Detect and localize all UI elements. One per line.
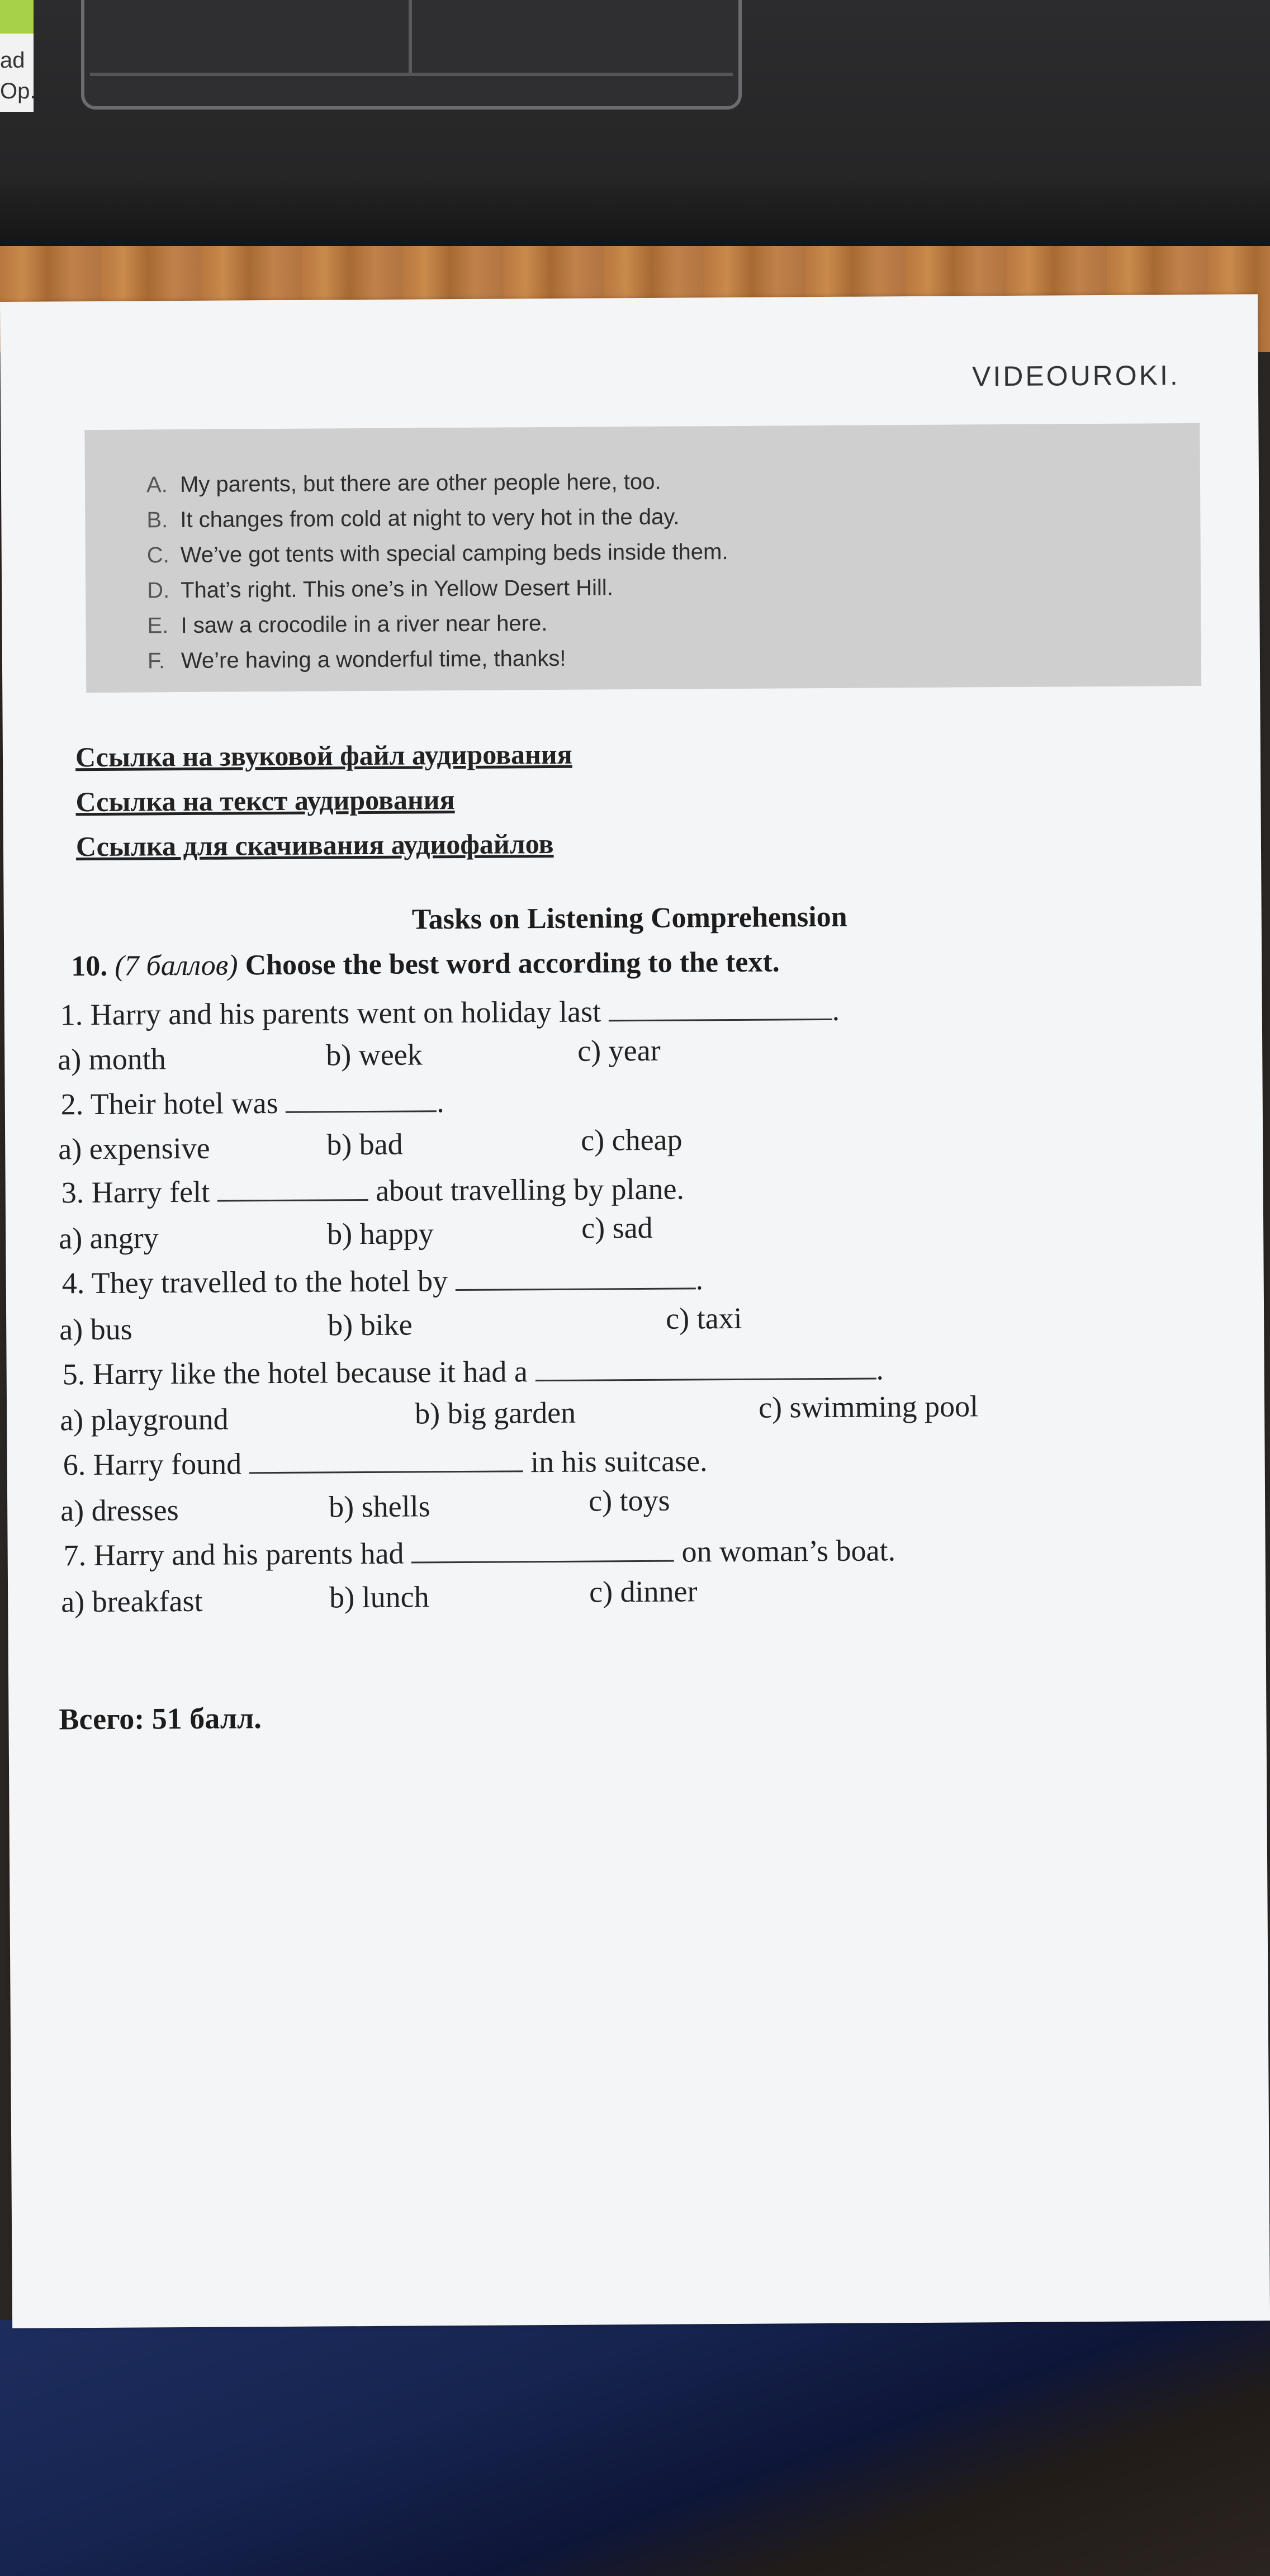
corner-text-1: ad: [0, 48, 25, 73]
blue-fabric: [0, 2320, 1270, 2576]
option-letter: F.: [147, 648, 165, 674]
answer-options-list: [84, 423, 1201, 679]
answer-option: [148, 637, 1201, 679]
option-c: c) toys: [588, 1483, 670, 1518]
total-points: Всего: 51 балл.: [59, 1701, 262, 1736]
option-a: a) breakfast: [61, 1584, 203, 1619]
option-text: We’ve got tents with special camping beds inside them.: [180, 539, 728, 568]
question-text: 6. Harry found: [63, 1447, 242, 1482]
section-title: Tasks on Listening Comprehension: [411, 901, 847, 936]
option-c: c) year: [577, 1033, 661, 1068]
task-number: 10.: [71, 950, 108, 983]
question-text: 3. Harry felt: [61, 1175, 210, 1210]
question-6: [63, 1443, 708, 1482]
touchpad: [81, 0, 742, 110]
question-text: 5. Harry like the hotel because it had a: [62, 1355, 528, 1391]
brand-logo: VIDEOUROKI.: [972, 359, 1181, 392]
option-b: b) bike: [328, 1308, 413, 1342]
option-a: a) angry: [59, 1221, 159, 1256]
question-text: 1. Harry and his parents went on holiday last: [60, 995, 601, 1032]
answer-blank[interactable]: [455, 1262, 695, 1291]
option-c: c) swimming pool: [758, 1389, 979, 1424]
option-b: b) happy: [327, 1216, 434, 1251]
option-letter: B.: [146, 508, 168, 533]
question-3: [61, 1172, 685, 1210]
option-c: c) cheap: [580, 1123, 683, 1157]
answer-option: [147, 602, 1201, 644]
worksheet-page: [0, 294, 1270, 2328]
transcript-link[interactable]: Ссылка на текст аудирования: [75, 784, 455, 818]
question-end: .: [436, 1085, 444, 1119]
corner-text-2: Op.: [0, 79, 36, 103]
question-4: [62, 1262, 704, 1300]
option-text: It changes from cold at night to very hot in the day.: [180, 504, 680, 533]
answer-options-box: [84, 423, 1201, 693]
option-b: b) lunch: [329, 1580, 429, 1614]
task-points: (7 баллов): [115, 949, 238, 982]
option-text: My parents, but there are other people here, too.: [179, 469, 661, 498]
question-7: [64, 1533, 896, 1573]
option-a: a) dresses: [60, 1493, 179, 1528]
option-letter: E.: [147, 613, 169, 638]
option-a: a) bus: [59, 1312, 132, 1347]
option-b: b) shells: [328, 1489, 430, 1524]
links-block: [75, 732, 573, 869]
laptop-edge: [0, 184, 1270, 246]
answer-option: [146, 496, 1200, 538]
answer-option: [147, 532, 1201, 574]
green-tile: [0, 0, 34, 34]
option-text: I saw a crocodile in a river near here.: [181, 611, 548, 638]
download-audio-link[interactable]: Ссылка для скачивания аудиофайлов: [75, 827, 554, 863]
question-end: .: [832, 993, 840, 1027]
option-a: a) month: [58, 1042, 166, 1077]
task-header: [71, 946, 780, 983]
option-a: a) playground: [60, 1402, 229, 1437]
question-text: 2. Their hotel was: [60, 1086, 278, 1121]
option-b: b) bad: [326, 1127, 403, 1162]
option-c: c) sad: [581, 1210, 653, 1245]
question-end: on woman’s boat.: [681, 1533, 896, 1569]
question-end: .: [876, 1352, 884, 1386]
answer-blank[interactable]: [249, 1445, 523, 1474]
question-text: 7. Harry and his parents had: [63, 1536, 404, 1573]
option-c: c) taxi: [665, 1301, 742, 1336]
option-text: We’re having a wonderful time, thanks!: [181, 646, 566, 674]
touchpad-divider: [409, 0, 412, 73]
question-5: [63, 1352, 884, 1391]
answer-blank[interactable]: [608, 993, 832, 1021]
audio-file-link[interactable]: Ссылка на звуковой файл аудирования: [75, 738, 572, 773]
task-instruction: Choose the best word according to the text.: [245, 946, 780, 982]
option-text: That’s right. This one’s in Yellow Desert Hill.: [181, 575, 613, 603]
option-letter: A.: [146, 472, 168, 498]
answer-option: [146, 461, 1200, 503]
touchpad-edge: [90, 73, 733, 76]
option-letter: D.: [147, 578, 170, 603]
option-a: a) expensive: [58, 1131, 210, 1166]
question-2: [61, 1085, 444, 1121]
screen-corner: [0, 0, 34, 112]
option-b: b) big garden: [414, 1395, 576, 1431]
answer-option: [147, 567, 1201, 609]
question-1: [60, 993, 840, 1033]
option-letter: C.: [146, 543, 169, 568]
answer-blank[interactable]: [217, 1173, 368, 1202]
question-text: 4. They travelled to the hotel by: [61, 1264, 448, 1300]
question-end: in his suitcase.: [530, 1444, 708, 1479]
answer-blank[interactable]: [535, 1352, 876, 1381]
answer-blank[interactable]: [286, 1085, 437, 1113]
question-end: about travelling by plane.: [375, 1172, 685, 1208]
answer-blank[interactable]: [411, 1535, 674, 1564]
option-c: c) dinner: [589, 1574, 698, 1609]
question-end: .: [695, 1262, 704, 1296]
option-b: b) week: [326, 1038, 423, 1072]
